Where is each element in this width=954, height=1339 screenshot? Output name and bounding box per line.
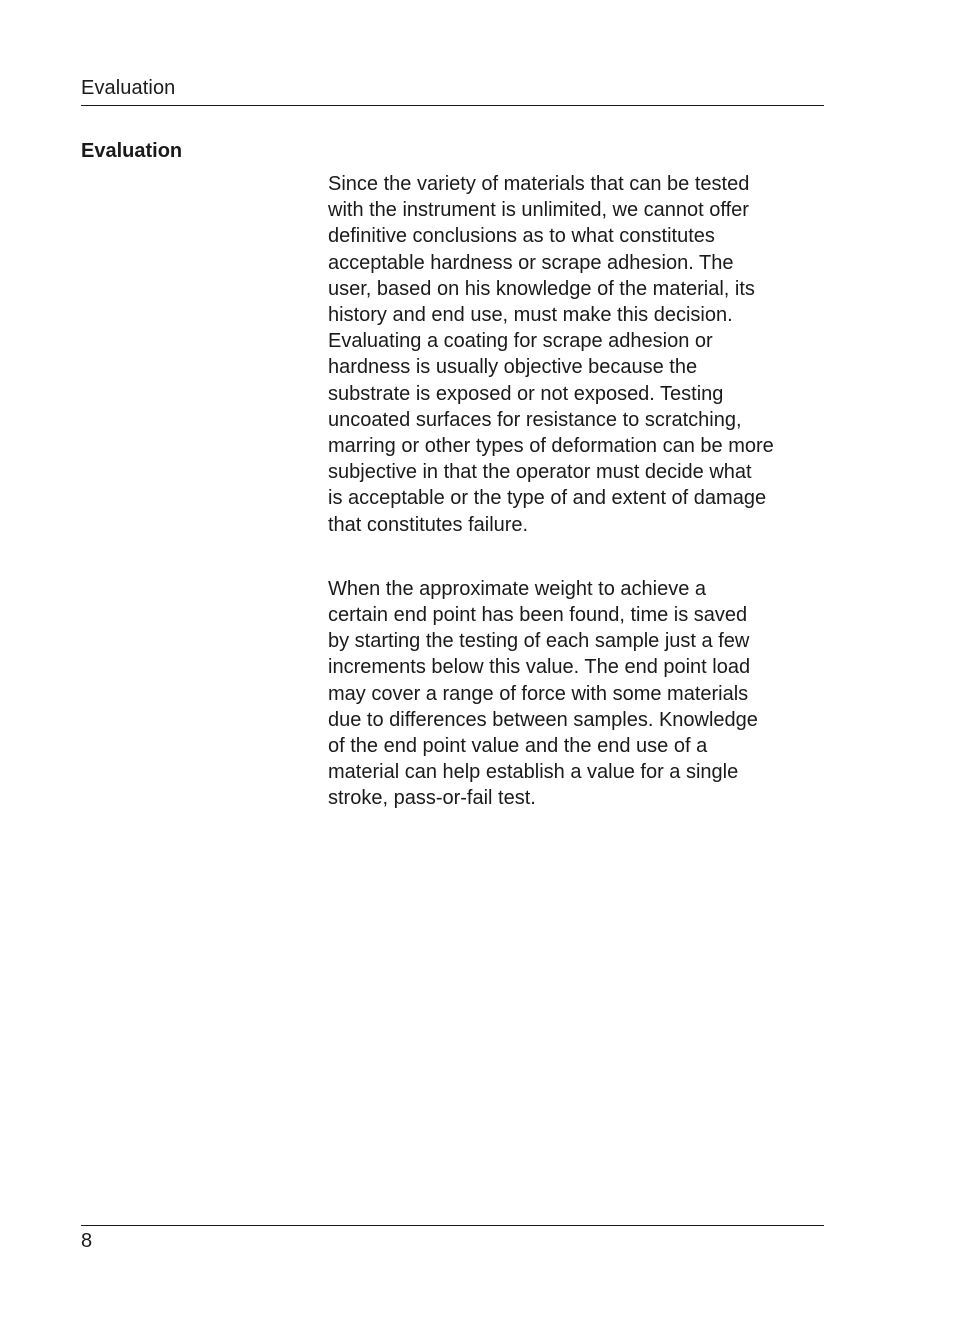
body-text-column (328, 171, 826, 812)
footer-rule (81, 1225, 824, 1226)
header-rule (81, 105, 824, 106)
paragraph-evaluation-intro: Since the variety of materials that can be tested with the instrument is unlimited, we cannot offer definitive conclusions as to what constitutes acceptable hardness or scrape adhesion. The user, based on his knowledge of the material, its history and end use, must make this decision. Evaluating a coating for scrape adhesion or hardness is usually objective because the substrate is exposed or not exposed. Testing uncoated surfaces for resistance to scratching, marring or other types of deformation can be more subjective in that the operator must decide what is acceptable or the type of and extent of damage that constitutes failure. (328, 173, 774, 536)
paragraph-end-point: When the approximate weight to achieve a certain end point has been found, time is saved by starting the testing of each sample just a few increments below this value. The end point load may cover a range of force with some materials due to differences between samples. Knowledge of the end point value and the end use of a material can help establish a value for a single stroke, pass-or-fail test. (328, 577, 758, 810)
section-heading: Evaluation (81, 140, 183, 162)
page-number: 8 (81, 1230, 93, 1252)
running-header-title: Evaluation (81, 77, 176, 99)
